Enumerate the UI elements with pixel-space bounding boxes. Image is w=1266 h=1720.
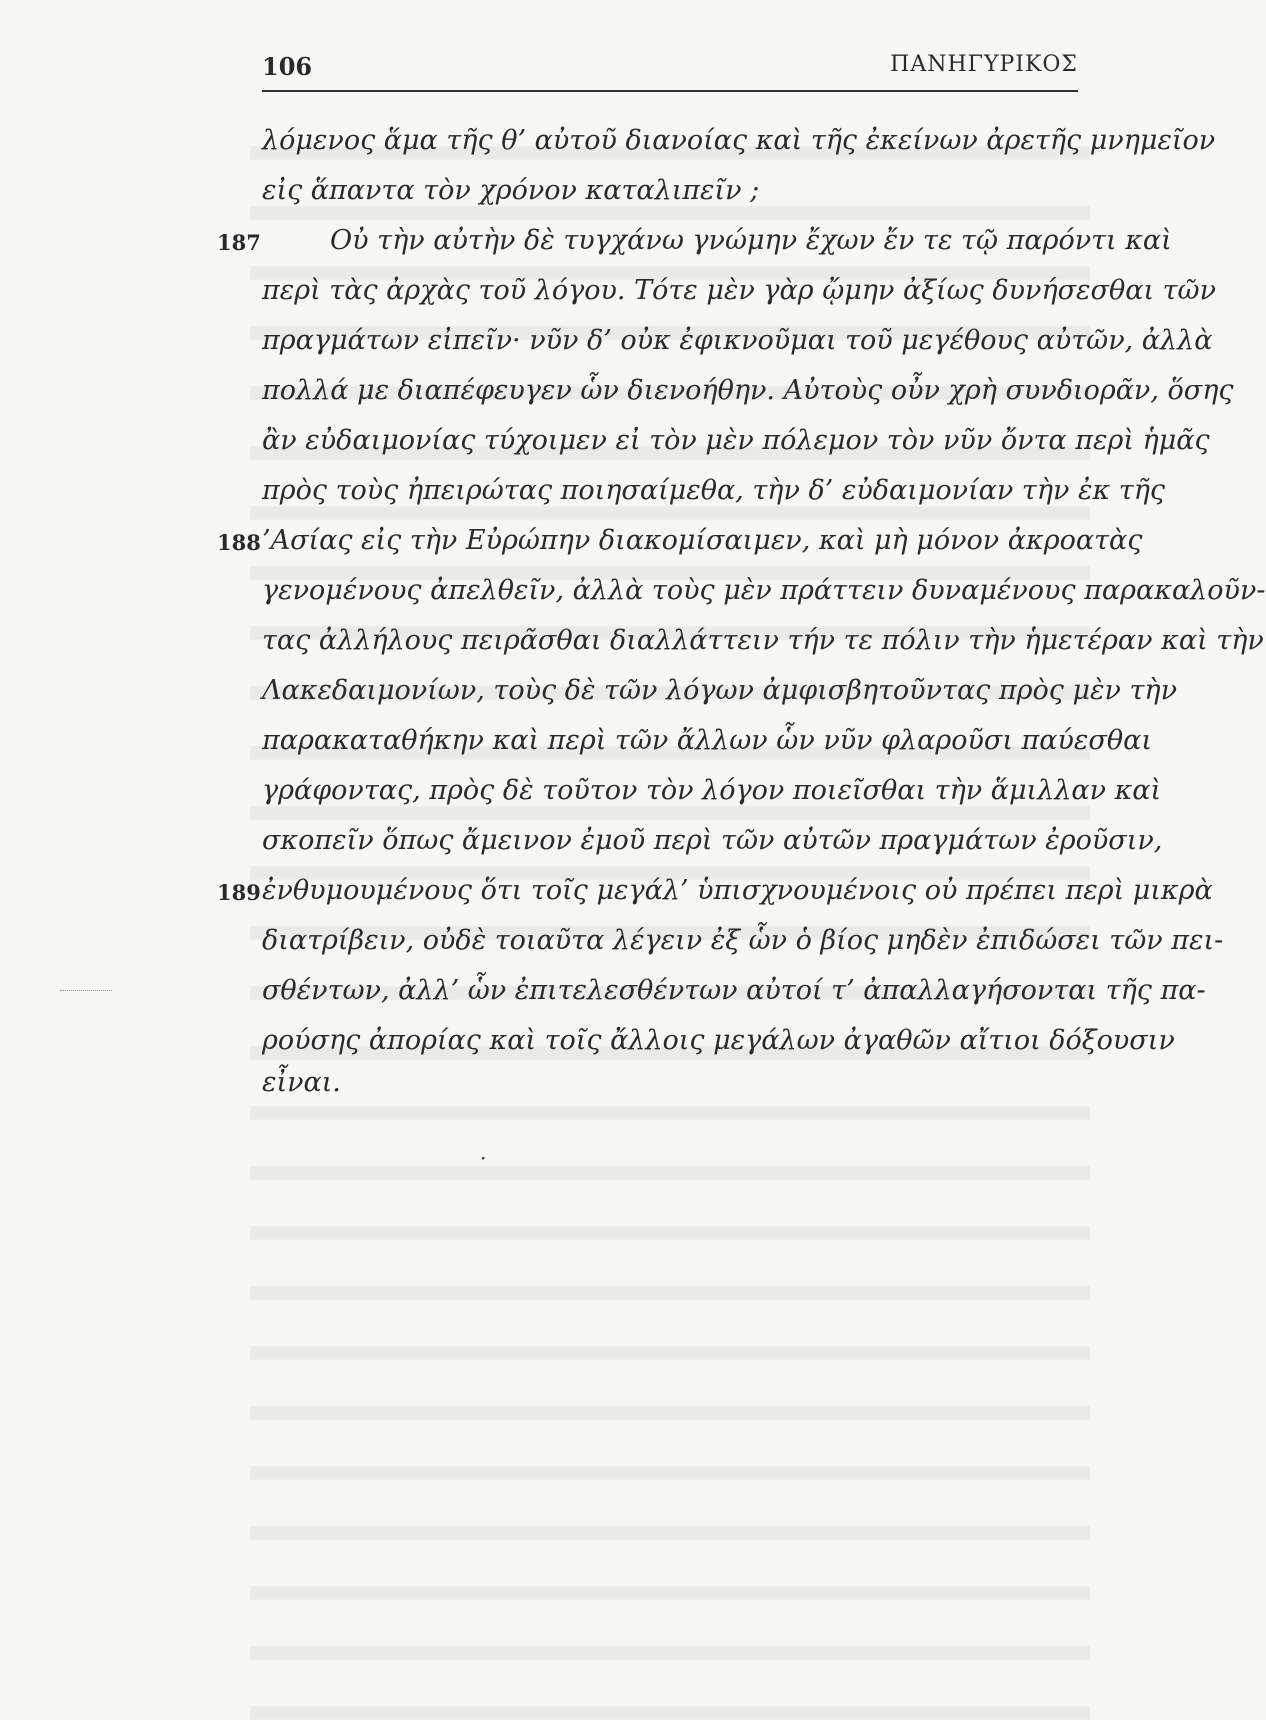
- page-header: [262, 52, 1078, 92]
- margin-smudge: [60, 990, 112, 994]
- page-number: 106: [262, 52, 313, 81]
- text-line: Λακεδαιμονίων, τοὺς δὲ τῶν λόγων ἀμφισβητοῦντας πρὸς μὲν τὴν: [262, 675, 1178, 706]
- text-line: γενομένους ἀπελθεῖν, ἀλλὰ τοὺς μὲν πράττειν δυναμένους παρακαλοῦν-: [262, 575, 1266, 606]
- footer-mark: ·: [480, 1146, 487, 1170]
- section-number-187: 187: [217, 230, 261, 255]
- text-line: ἐνθυμουμένους ὅτι τοῖς μεγάλ’ ὑπισχνουμένοις οὐ πρέπει περὶ μικρὰ: [262, 875, 1213, 906]
- text-line: πρὸς τοὺς ἠπειρώτας ποιησαίμεθα, τὴν δ’ εὐδαιμονίαν τὴν ἐκ τῆς: [262, 475, 1166, 506]
- text-line: σκοπεῖν ὅπως ἄμεινον ἐμοῦ περὶ τῶν αὐτῶν πραγμάτων ἐροῦσιν,: [262, 825, 1163, 856]
- text-line: Οὐ τὴν αὐτὴν δὲ τυγχάνω γνώμην ἔχων ἔν τε τῷ παρόντι καὶ: [330, 225, 1172, 256]
- section-number-188: 188: [217, 530, 261, 555]
- text-line: σθέντων, ἀλλ’ ὧν ἐπιτελεσθέντων αὐτοί τ’ ἀπαλλαγήσονται τῆς πα-: [262, 975, 1206, 1006]
- text-line: εἰς ἅπαντα τὸν χρόνον καταλιπεῖν ;: [262, 175, 760, 206]
- header-rule: [262, 90, 1078, 92]
- text-line: ’Ασίας εἰς τὴν Εὐρώπην διακομίσαιμεν, καὶ μὴ μόνον ἀκροατὰς: [262, 525, 1143, 556]
- text-line: περὶ τὰς ἀρχὰς τοῦ λόγου. Τότε μὲν γὰρ ᾤμην ἀξίως δυνήσεσθαι τῶν: [262, 275, 1216, 306]
- text-line: ἂν εὐδαιμονίας τύχοιμεν εἰ τὸν μὲν πόλεμον τὸν νῦν ὄντα περὶ ἡμᾶς: [262, 425, 1210, 456]
- text-line: παρακαταθήκην καὶ περὶ τῶν ἄλλων ὧν νῦν φλαροῦσι παύεσθαι: [262, 725, 1152, 756]
- text-line: γράφοντας, πρὸς δὲ τοῦτον τὸν λόγον ποιεῖσθαι τὴν ἅμιλλαν καὶ: [262, 775, 1162, 806]
- text-line: πραγμάτων εἰπεῖν· νῦν δ’ οὐκ ἐφικνοῦμαι τοῦ μεγέθους αὐτῶν, ἀλλὰ: [262, 325, 1213, 356]
- section-number-189: 189: [217, 880, 261, 905]
- text-line: τας ἀλλήλους πειρᾶσθαι διαλλάττειν τήν τε πόλιν τὴν ἡμετέραν καὶ τὴν: [262, 625, 1264, 656]
- text-line: διατρίβειν, οὐδὲ τοιαῦτα λέγειν ἐξ ὧν ὁ βίος μηδὲν ἐπιδώσει τῶν πει-: [262, 925, 1224, 956]
- text-line: πολλά με διαπέφευγεν ὧν διενοήθην. Αὐτοὺς οὖν χρὴ συνδιορᾶν, ὅσης: [262, 375, 1234, 406]
- text-line: ρούσης ἀπορίας καὶ τοῖς ἄλλοις μεγάλων ἀγαθῶν αἴτιοι δόξουσιν: [262, 1025, 1175, 1056]
- text-line: λόμενος ἅμα τῆς θ’ αὐτοῦ διανοίας καὶ τῆς ἐκείνων ἀρετῆς μνημεῖον: [262, 125, 1216, 156]
- running-title: ΠΑΝΗΓΥΡΙΚΟΣ: [890, 52, 1078, 77]
- text-line: εἶναι.: [262, 1067, 341, 1098]
